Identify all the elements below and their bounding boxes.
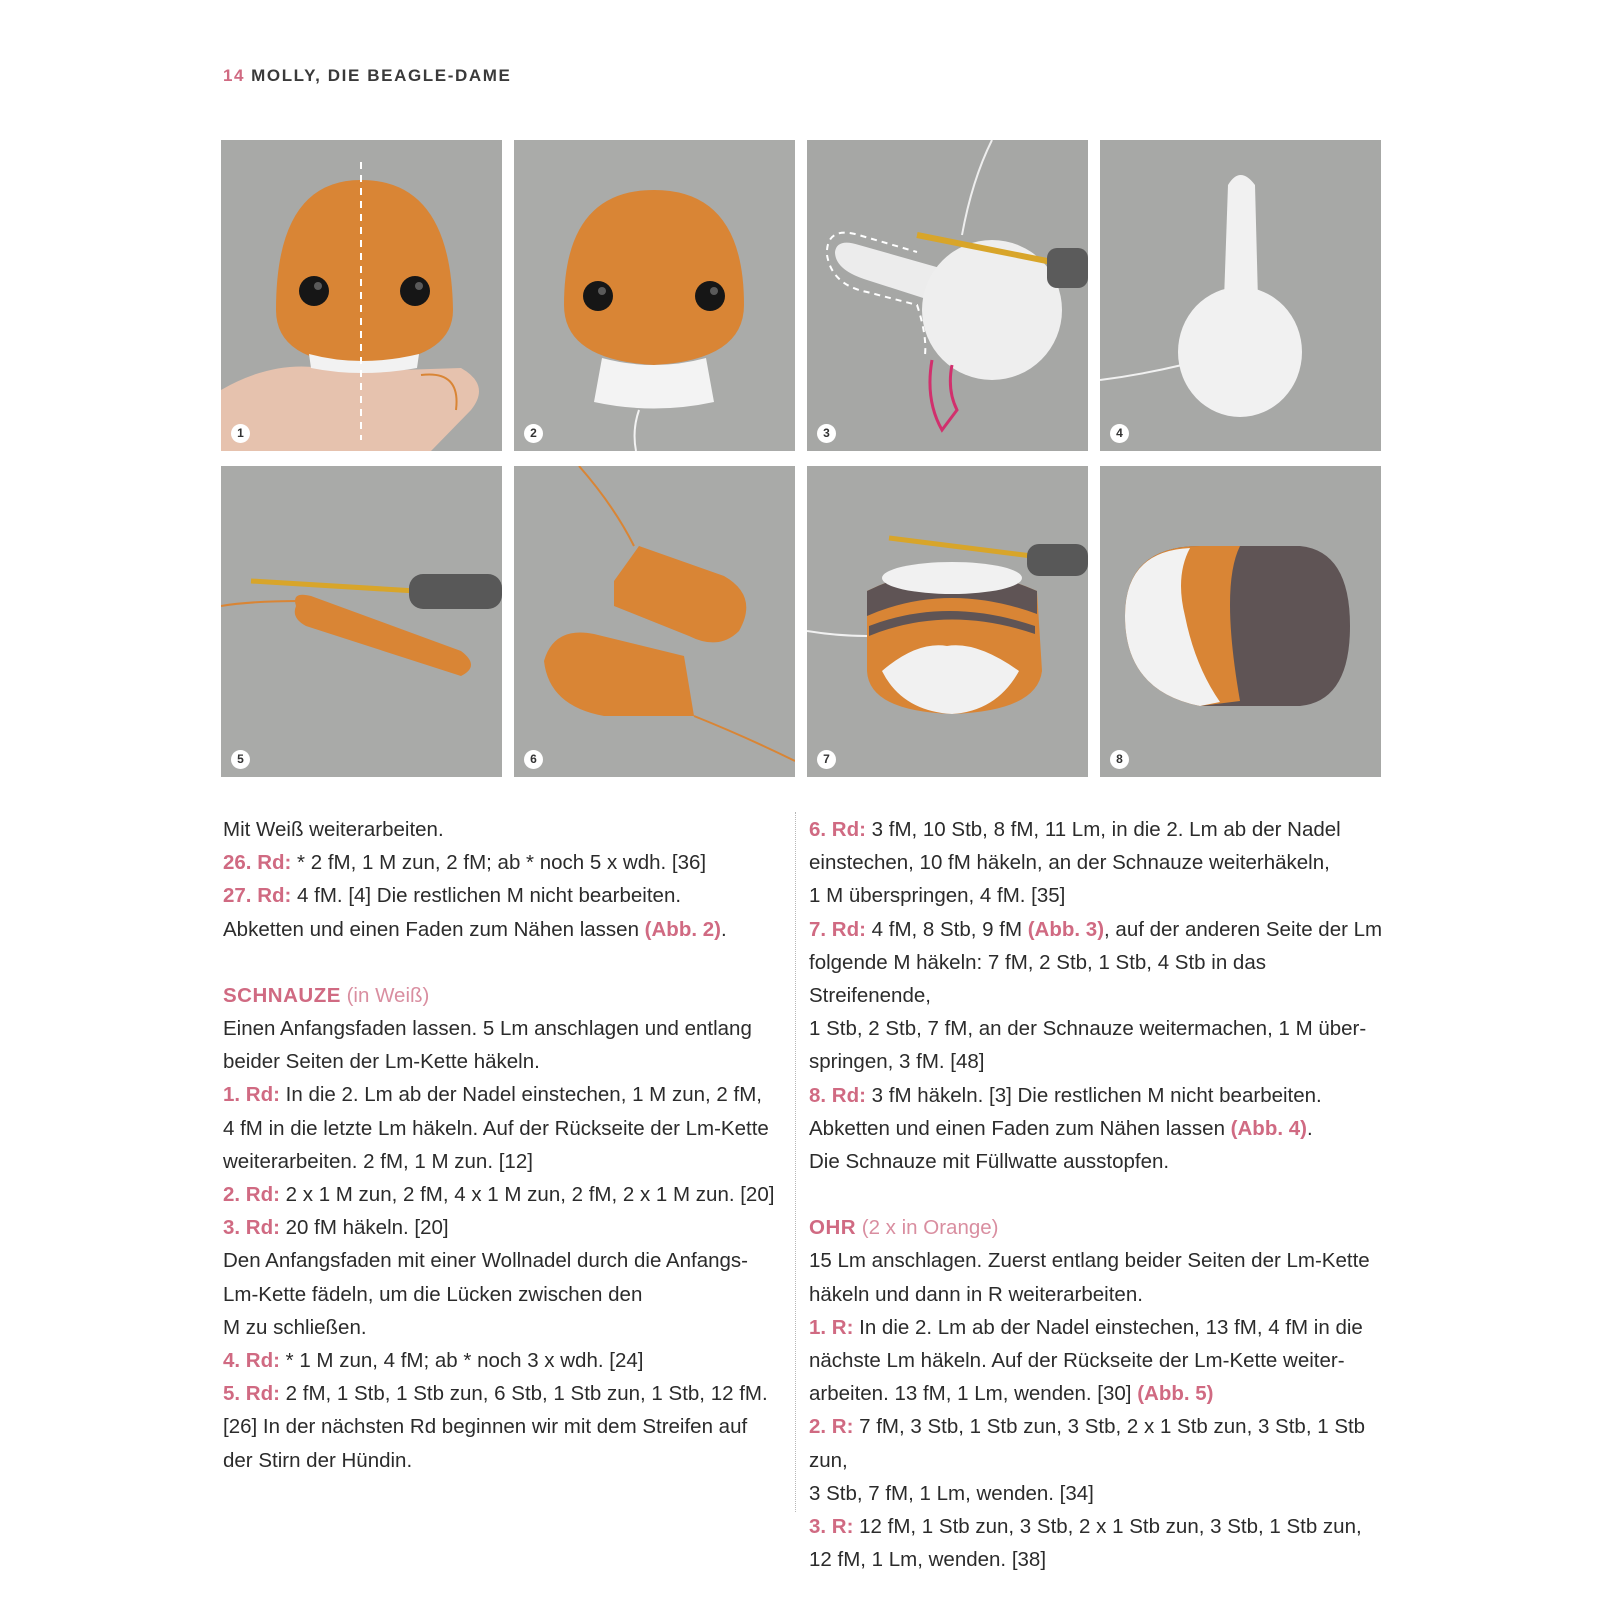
step-photo-7 — [807, 466, 1088, 777]
section-heading-ohr — [809, 1211, 1389, 1244]
row-text: 7 fM, 3 Stb, 1 Stb zun, 3 Stb, 2 x 1 Stb zun, 3 Stb, 1 Stb zun, — [809, 1415, 1366, 1472]
right-text-column — [809, 813, 1389, 1576]
row-label: 3. R: — [809, 1515, 854, 1539]
row-text: 12 fM, 1 Lm, wenden. [38] — [809, 1548, 1047, 1572]
step-photo-3 — [807, 140, 1088, 451]
paragraph-text: Lm-Kette fädeln, um die Lücken zwischen den — [223, 1282, 643, 1306]
paragraph-text: M zu schließen. — [223, 1315, 367, 1339]
instruction-round-27 — [223, 879, 778, 912]
photo-8-illustration — [1100, 466, 1381, 777]
round-text: folgende M häkeln: 7 fM, 2 Stb, 1 Stb, 4 Stb in das Streifenende, — [809, 950, 1266, 1008]
round-text: 2 x 1 M zun, 2 fM, 4 x 1 M zun, 2 fM, 2 x 1 M zun. [20] — [279, 1183, 775, 1207]
paragraph: Einen Anfangsfaden lassen. 5 Lm anschlagen und entlang beider Seiten der Lm-Kette häkeln. — [223, 1017, 752, 1074]
photo-2-illustration — [514, 140, 795, 451]
round-label: 6. Rd: — [809, 818, 866, 841]
paragraph — [223, 913, 778, 946]
instruction-round-8 — [809, 1079, 1389, 1112]
row-label: 1. R: — [809, 1315, 854, 1339]
paragraph-text: Abketten und einen Faden zum Nähen lassen — [223, 917, 645, 941]
step-photo-1 — [221, 140, 502, 451]
round-text: 2 fM, 1 Stb, 1 Stb zun, 6 Stb, 1 Stb zun, 1 Stb, 12 fM. — [279, 1382, 768, 1406]
figure-reference: (Abb. 2) — [644, 917, 721, 941]
round-text: 1 M überspringen, 4 fM. [35] — [809, 884, 1066, 908]
step-number-badge: 7 — [817, 750, 836, 769]
instruction-round-2 — [223, 1178, 778, 1211]
chapter-title: MOLLY, DIE BEAGLE-DAME — [251, 66, 512, 85]
round-text: einstechen, 10 fM häkeln, an der Schnauze weiterhäkeln, — [809, 851, 1330, 875]
step-photo-6 — [514, 466, 795, 777]
section-heading-schnauze — [223, 979, 778, 1012]
round-text: weiterarbeiten. 2 fM, 1 M zun. [12] — [223, 1149, 533, 1173]
figure-reference: (Abb. 3) — [1027, 917, 1105, 941]
figure-reference: (Abb. 4) — [1230, 1116, 1307, 1140]
round-label: 4. Rd: — [223, 1349, 280, 1373]
paragraph: Die Schnauze mit Füllwatte ausstopfen. — [809, 1150, 1170, 1174]
section-title: SCHNAUZE — [223, 983, 341, 1007]
instruction-round-4 — [223, 1344, 778, 1377]
paragraph — [809, 1112, 1389, 1145]
punctuation: . — [720, 917, 727, 941]
round-label: 3. Rd: — [223, 1216, 280, 1240]
row-text: arbeiten. 13 fM, 1 Lm, wenden. [30] — [809, 1382, 1138, 1406]
instruction-round-6 — [809, 813, 1389, 913]
round-label: 7. Rd: — [809, 917, 866, 941]
step-photo-grid — [221, 140, 1381, 777]
row-label: 2. R: — [809, 1415, 854, 1439]
paragraph-text: 15 Lm anschlagen. Zuerst entlang beider Seiten der Lm-Kette — [809, 1249, 1370, 1273]
round-text: 3 fM häkeln. [3] Die restlichen M nicht bearbeiten. — [865, 1083, 1322, 1107]
instruction-round-3 — [223, 1211, 778, 1244]
step-number-badge: 4 — [1110, 424, 1129, 443]
paragraph-text: häkeln und dann in R weiterarbeiten. — [809, 1282, 1143, 1306]
instruction-round-26 — [223, 846, 778, 879]
section-subtitle: (2 x in Orange) — [856, 1216, 999, 1240]
row-text: 12 fM, 1 Stb zun, 3 Stb, 2 x 1 Stb zun, 3 Stb, 1 Stb zun, — [853, 1515, 1362, 1539]
round-text: 20 fM häkeln. [20] — [279, 1216, 449, 1240]
round-text: [26] In der nächsten Rd beginnen wir mit dem Streifen auf — [223, 1415, 748, 1439]
round-text: 3 fM, 10 Stb, 8 fM, 11 Lm, in die 2. Lm ab der Nadel — [865, 818, 1341, 841]
round-label: 27. Rd: — [223, 884, 292, 908]
round-text: 4 fM. [4] Die restlichen M nicht bearbeiten. — [291, 884, 682, 908]
round-text: der Stirn der Hündin. — [223, 1448, 413, 1472]
instruction-row-2 — [809, 1410, 1389, 1510]
paragraph — [809, 1244, 1389, 1310]
round-text: , auf der anderen Seite der Lm — [1104, 917, 1383, 941]
instruction-round-5 — [223, 1377, 778, 1477]
round-text: springen, 3 fM. [48] — [809, 1050, 985, 1074]
round-label: 8. Rd: — [809, 1083, 866, 1107]
left-text-column — [223, 813, 778, 1477]
row-text: 3 Stb, 7 fM, 1 Lm, wenden. [34] — [809, 1481, 1094, 1505]
instruction-row-3 — [809, 1510, 1389, 1576]
round-label: 2. Rd: — [223, 1183, 280, 1207]
step-number-badge: 5 — [231, 750, 250, 769]
photo-7-illustration — [807, 466, 1088, 777]
photo-1-illustration — [221, 140, 502, 451]
step-photo-2 — [514, 140, 795, 451]
section-title: OHR — [809, 1216, 857, 1240]
photo-4-illustration — [1100, 140, 1381, 451]
paragraph-text: Den Anfangsfaden mit einer Wollnadel durch die Anfangs- — [223, 1249, 748, 1273]
punctuation: . — [1306, 1116, 1313, 1140]
step-number-badge: 6 — [524, 750, 543, 769]
round-label: 26. Rd: — [223, 851, 292, 875]
column-divider — [795, 812, 796, 1512]
instruction-row-1 — [809, 1311, 1389, 1411]
step-photo-4 — [1100, 140, 1381, 451]
step-number-badge: 1 — [231, 424, 250, 443]
step-photo-5 — [221, 466, 502, 777]
round-label: 1. Rd: — [223, 1083, 280, 1107]
section-subtitle: (in Weiß) — [340, 983, 430, 1007]
round-label: 5. Rd: — [223, 1382, 280, 1406]
photo-5-illustration — [221, 466, 502, 777]
step-number-badge: 2 — [524, 424, 543, 443]
paragraph-text: Abketten und einen Faden zum Nähen lassen — [809, 1116, 1231, 1140]
round-text: In die 2. Lm ab der Nadel einstechen, 1 M zun, 2 fM, — [279, 1083, 762, 1107]
paragraph: Mit Weiß weiterarbeiten. — [223, 818, 444, 841]
photo-3-illustration — [807, 140, 1088, 451]
round-text: 1 Stb, 2 Stb, 7 fM, an der Schnauze weitermachen, 1 M über- — [809, 1017, 1367, 1041]
figure-reference: (Abb. 5) — [1137, 1382, 1214, 1406]
page-number: 14 — [223, 66, 246, 85]
instruction-round-7 — [809, 913, 1389, 1079]
step-number-badge: 3 — [817, 424, 836, 443]
instruction-round-1 — [223, 1078, 778, 1178]
round-text: 4 fM, 8 Stb, 9 fM — [865, 917, 1028, 941]
step-number-badge: 8 — [1110, 750, 1129, 769]
paragraph — [223, 1244, 778, 1344]
round-text: * 1 M zun, 4 fM; ab * noch 3 x wdh. [24] — [279, 1349, 644, 1373]
round-text: 4 fM in die letzte Lm häkeln. Auf der Rückseite der Lm-Kette — [223, 1116, 769, 1140]
row-text: nächste Lm häkeln. Auf der Rückseite der Lm-Kette weiter- — [809, 1349, 1345, 1373]
photo-6-illustration — [514, 466, 795, 777]
step-photo-8 — [1100, 466, 1381, 777]
running-header — [223, 66, 511, 86]
row-text: In die 2. Lm ab der Nadel einstechen, 13 fM, 4 fM in die — [853, 1315, 1363, 1339]
round-text: * 2 fM, 1 M zun, 2 fM; ab * noch 5 x wdh. [36] — [291, 851, 707, 875]
